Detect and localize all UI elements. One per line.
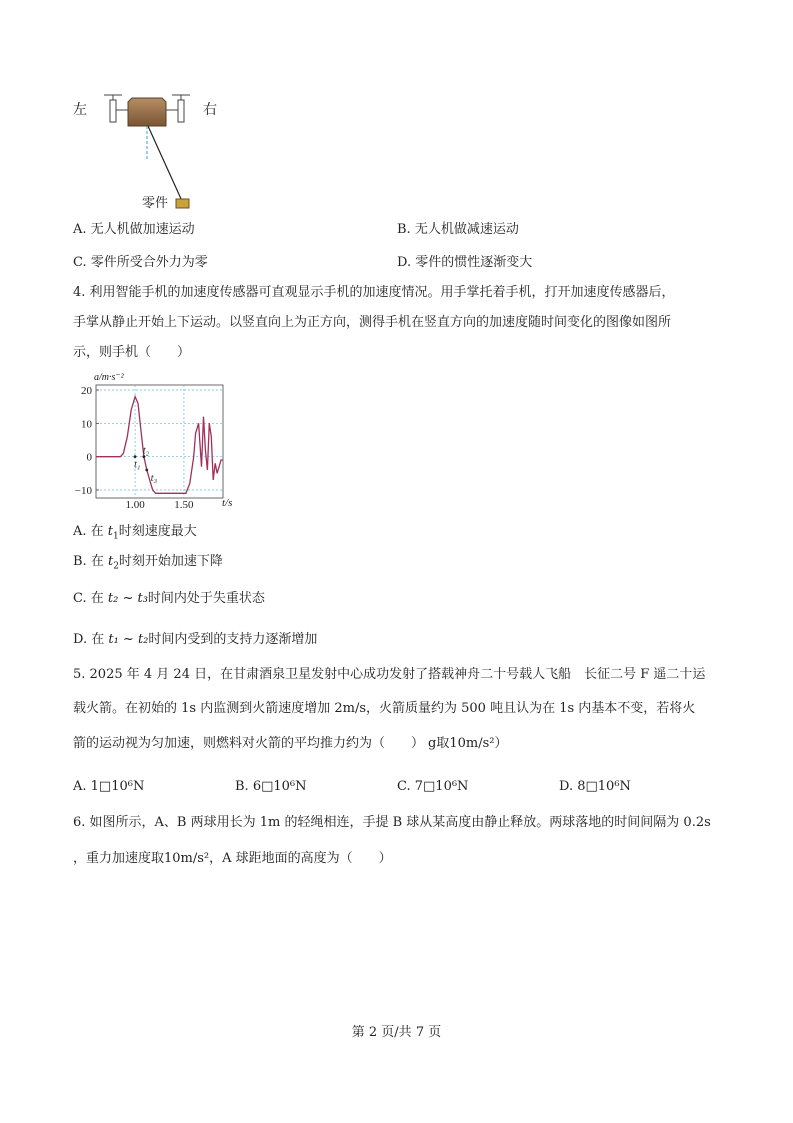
q5-g-note: g取10m/s²） [428,736,508,751]
q4-option-b[interactable]: B. 在 $t_2$时刻开始加速下降 [73,554,223,572]
time-marker-dot [145,469,148,472]
q4-option-d-range: t₁ ~ t₂ [108,632,149,647]
y-tick-label: 0 [86,451,92,464]
acceleration-curve [96,397,223,494]
left-label: 左 [73,103,87,118]
q4-option-a[interactable]: A. 在 $t_1$时刻速度最大 [73,524,197,542]
x-tick-label: 1.00 [125,499,145,511]
q3-option-a[interactable]: A. 无人机做加速运动 [73,222,195,237]
q6-stem-line2: ，重力加速度取10m/s²，A 球距地面的高度为（ ） [73,851,392,866]
page-footer: 第 2 页/共 7 页 [351,1025,442,1040]
q5-option-d[interactable]: D. 8□10⁶N [559,779,631,794]
time-marker-dot [134,455,137,458]
q4-option-c-range: t₂ ~ t₃ [107,591,148,606]
y-tick-label: 20 [81,385,92,397]
q5-stem-line3 [73,736,507,752]
cable [148,126,182,201]
x-tick-labels [125,499,194,511]
q5-stem-line3-text: 箭的运动视为匀加速，则燃料对火箭的平均推力约为（ ） [73,736,425,751]
q4-stem-line1: 4. 利用智能手机的加速度传感器可直观显示手机的加速度情况。用手掌托着手机，打开加速度传感器后， [73,285,675,300]
q4-option-c-text: 时间内处于失重状态 [147,591,265,606]
left-rotor [104,95,130,122]
q4-option-d[interactable] [73,632,317,648]
q4-option-a-text: 时刻速度最大 [118,524,197,539]
q5-option-b[interactable]: B. 6□10⁶N [235,779,307,794]
y-tick-label: 10 [81,418,92,431]
q3-option-c[interactable]: C. 零件所受合外力为零 [73,255,208,270]
q3-option-d[interactable]: D. 零件的惯性逐渐变大 [397,255,533,270]
q3-option-b[interactable]: B. 无人机做减速运动 [397,222,519,237]
q4-option-b-prefix: B. 在 [73,554,108,569]
q5-option-a[interactable]: A. 1□10⁶N [73,779,145,794]
q4-option-d-text: 时间内受到的支持力逐渐增加 [148,632,318,647]
right-rotor [164,95,190,122]
plot-frame [96,385,223,498]
q5-stem-line1: 5. 2025 年 4 月 24 日，在甘肃酒泉卫星发射中心成功发射了搭载神舟二十号载人飞船 长征二号 F 遥二十运 [73,667,706,682]
q4-option-a-prefix: A. 在 [73,524,108,539]
q4-option-c[interactable] [73,591,265,607]
q4-option-c-prefix: C. 在 [73,591,108,606]
q6-stem-line1: 6. 如图所示，A、B 两球用长为 1m 的轻绳相连，手提 B 球从某高度由静止释放。两球落地的时间间隔为 0.2s [73,815,711,830]
q4-stem-line2: 手掌从静止开始上下运动。以竖直向上为正方向，测得手机在竖直方向的加速度随时间变化的图像如图所 [73,315,672,330]
acceleration-time-chart [72,368,237,513]
y-tick-labels [75,385,99,497]
q4-option-b-text: 时刻开始加速下降 [118,554,223,569]
y-tick-label: −10 [74,485,92,497]
drone-body [128,98,166,126]
right-label: 右 [203,103,217,118]
q4-stem-line3: 示，则手机（ ） [73,345,191,360]
q4-option-a-sub: 1 [113,531,119,542]
q5-stem-line2: 载火箭。在初始的 1s 内监测到火箭速度增加 2m/s，火箭质量约为 500 吨且认为在 1s 内基本不变，若将火 [73,701,696,716]
part-label: 零件 [142,195,169,210]
q5-option-c[interactable]: C. 7□10⁶N [397,779,469,794]
y-axis-label: a/m·s⁻² [94,372,124,383]
time-marker-label: t₁ [134,459,141,471]
grid-lines [96,385,223,498]
q4-option-d-prefix: D. 在 [73,632,109,647]
part-block [176,199,189,208]
x-tick-label: 1.50 [174,499,194,511]
x-axis-label: t/s [222,497,233,509]
time-marker-label: t₂ [142,445,150,457]
q4-option-b-sub: 2 [113,561,119,572]
time-marker-label: t₃ [150,473,158,484]
drone-figure [70,88,220,213]
